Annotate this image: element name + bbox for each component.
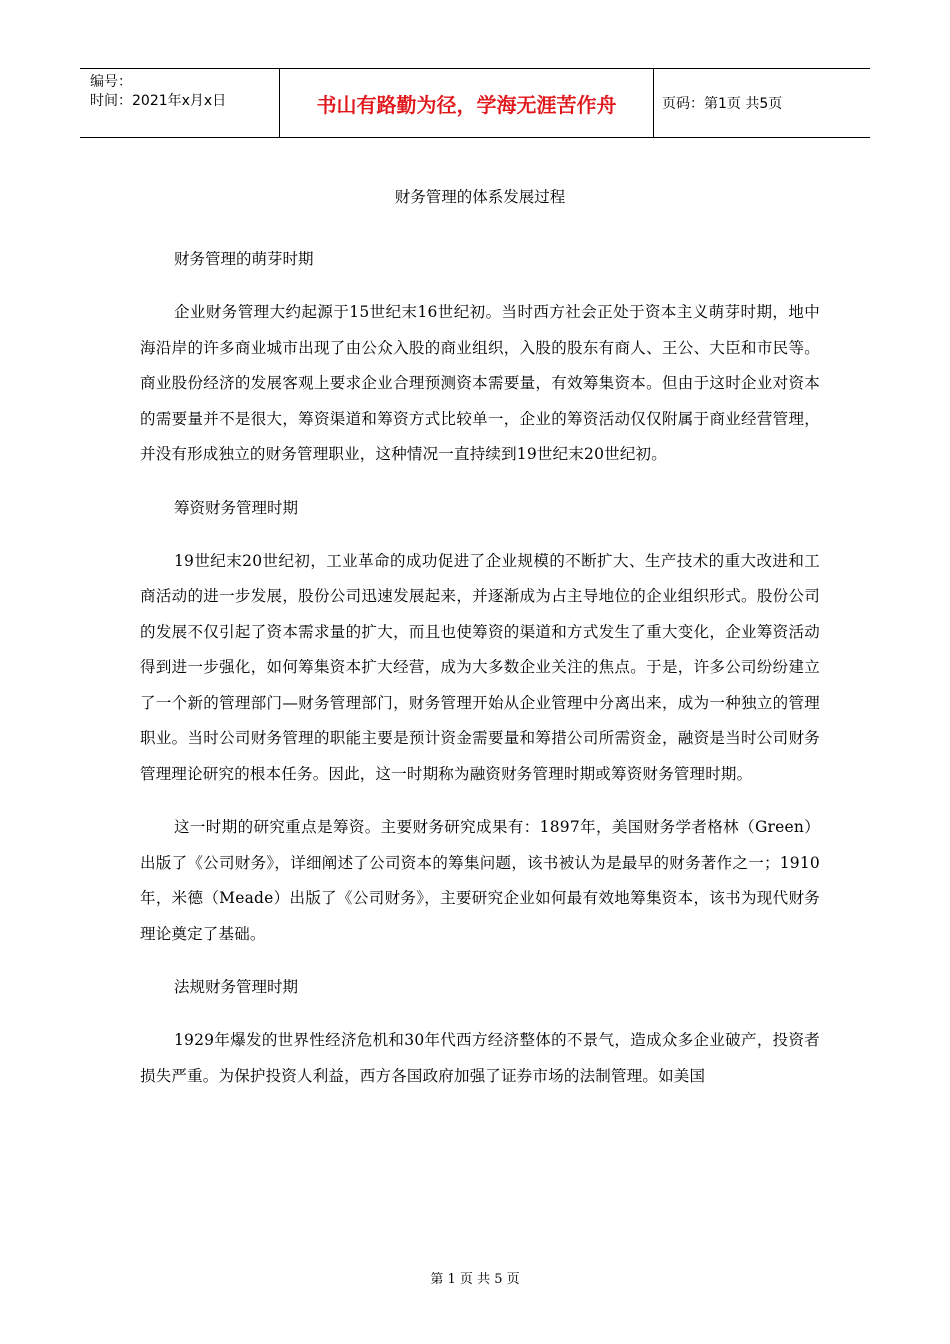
section-heading: 财务管理的萌芽时期: [174, 250, 314, 268]
paragraph: 这一时期的研究重点是筹资。主要财务研究成果有：1897年，美国财务学者格林（Green）出版了《公司财务》，详细阐述了公司资本的筹集问题，该书被认为是最早的财务著作之一；1910年，米德（Meade）出版了《公司财务》，主要研究企业如何最有效地筹集资本，该书为现代财务理论奠定了基础。: [140, 818, 820, 943]
paragraph: 19世纪末20世纪初，工业革命的成功促进了企业规模的不断扩大、生产技术的重大改进和工商活动的进一步发展，股份公司迅速发展起来，并逐渐成为占主导地位的企业组织形式。股份公司的发展不仅引起了资本需求量的扩大，而且也使筹资的渠道和方式发生了重大变化，企业筹资活动得到进一步强化，如何筹集资本扩大经营，成为大多数企业关注的焦点。于是，许多公司纷纷建立了一个新的管理部门—财务管理部门，财务管理开始从企业管理中分离出来，成为一种独立的管理职业。当时公司财务管理的职能主要是预计资金需要量和筹措公司所需资金，融资是当时公司财务管理理论研究的根本任务。因此，这一时期称为融资财务管理时期或筹资财务管理时期。: [140, 551, 820, 783]
header-meta: [80, 69, 280, 137]
paragraph: 1929年爆发的世界性经济危机和30年代西方经济整体的不景气，造成众多企业破产，投资者损失严重。为保护投资人利益，西方各国政府加强了证券市场的法制管理。如美国: [140, 1031, 820, 1085]
section-heading: 筹资财务管理时期: [174, 498, 299, 517]
document-title: 财务管理的体系发展过程: [394, 188, 566, 206]
header-page-info: 页码：第1页 共5页: [662, 96, 783, 112]
section-heading: 法规财务管理时期: [174, 978, 299, 996]
document-header: [80, 68, 870, 138]
document-body: [140, 180, 820, 1112]
time-label: 时间：2021年x月x日: [90, 93, 227, 109]
paragraph: 企业财务管理大约起源于15世纪末16世纪初。当时西方社会正处于资本主义萌芽时期，地中海沿岸的许多商业城市出现了由公众入股的商业组织，入股的股东有商人、王公、大臣和市民等。商业股份经济的发展客观上要求企业合理预测资本需要量，有效筹集资本。但由于这时企业对资本的需要量并不是很大，筹资渠道和筹资方式比较单一，企业的筹资活动仅仅附属于商业经营管理，并没有形成独立的财务管理职业，这种情况一直持续到19世纪末20世纪初。: [140, 303, 820, 463]
header-motto: 书山有路勤为径，学海无涯苦作舟: [280, 69, 654, 137]
number-label: 编号：: [90, 74, 132, 90]
page-footer: 第 1 页 共 5 页: [430, 1272, 520, 1287]
